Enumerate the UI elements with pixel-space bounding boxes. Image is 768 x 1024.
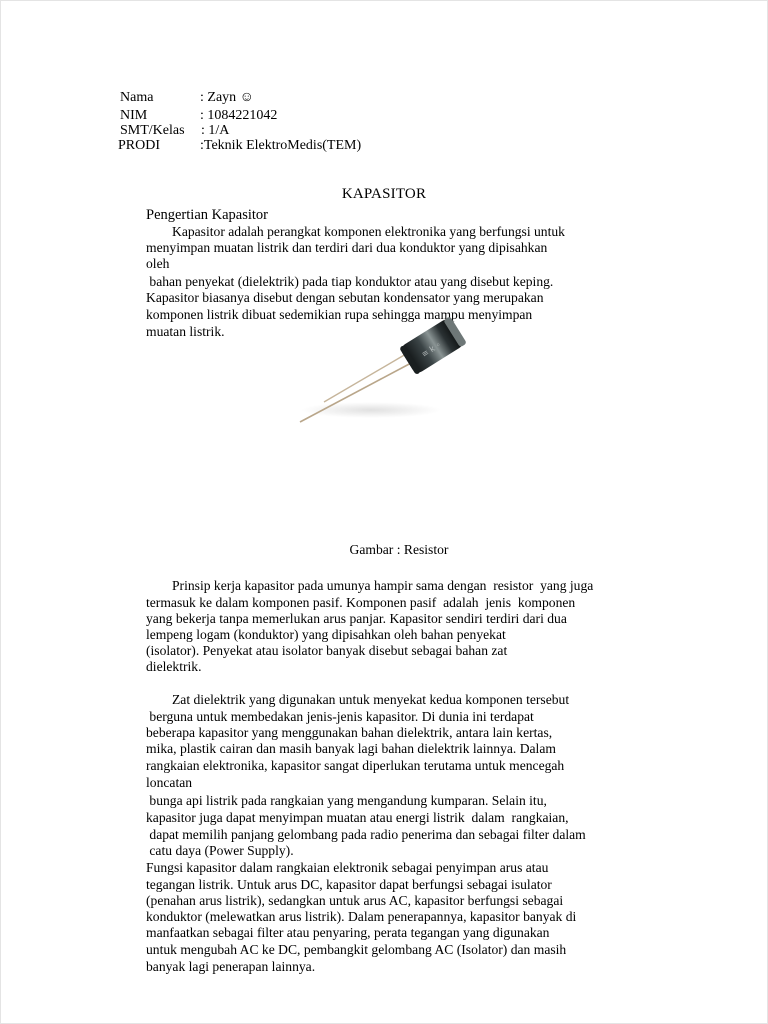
text-line: yang bekerja tanpa memerlukan arus panjar. Kapasitor sendiri terdiri dari dua — [146, 611, 567, 626]
text-line: kapasitor juga dapat menyimpan muatan atau energi listrik dalam rangkaian, — [146, 810, 569, 825]
text-line: tegangan listrik. Untuk arus DC, kapasitor dapat berfungsi sebagai isulator — [146, 877, 552, 892]
text-line: dapat memilih panjang gelombang pada radio penerima dan sebagai filter dalam — [146, 827, 586, 842]
text-line: menyimpan muatan listrik dan terdiri dari dua konduktor yang dipisahkan — [146, 240, 548, 255]
text-line: Fungsi kapasitor dalam rangkaian elektronik sebagai penyimpan arus atau — [146, 860, 549, 875]
text-line: banyak lagi penerapan lainnya. — [146, 959, 316, 974]
image-caption: Gambar : Resistor — [349, 542, 449, 557]
text-line: catu daya (Power Supply). — [146, 843, 294, 858]
text-line: rangkaian elektronika, kapasitor sangat diperlukan terutama untuk mencegah — [146, 758, 565, 773]
text-line: manfaatkan sebagai filter atau penyaring, perata tegangan yang digunakan — [146, 925, 550, 940]
capacitor-image — [296, 300, 466, 450]
document-title: KAPASITOR — [341, 186, 427, 202]
text-line: bunga api listrik pada rangkaian yang mengandung kumparan. Selain itu, — [146, 793, 547, 808]
section-subheading: Pengertian Kapasitor — [146, 207, 269, 223]
nama-label: Nama — [120, 90, 154, 105]
text-line: Kapasitor biasanya disebut dengan sebutan kondensator yang merupakan — [146, 290, 544, 305]
text-line: lempeng logam (konduktor) yang dipisahkan oleh bahan penyekat — [146, 627, 506, 642]
nama-value: : Zayn ☺ — [200, 90, 254, 105]
smt-value: : 1/A — [201, 123, 230, 138]
info-prodi — [118, 138, 362, 186]
text-line: berguna untuk membedakan jenis-jenis kapasitor. Di dunia ini terdapat — [146, 709, 534, 724]
text-line: mika, plastik cairan dan masih banyak lagi bahan dielektrik lainnya. Dalam — [146, 741, 556, 756]
text-line: Kapasitor adalah perangkat komponen elektronika yang berfungsi untuk — [172, 224, 565, 239]
prodi-value: :Teknik ElektroMedis(TEM) — [200, 138, 362, 153]
text-line: (isolator). Penyekat atau isolator banyak disebut sebagai bahan zat — [146, 643, 508, 658]
text-line: termasuk ke dalam komponen pasif. Komponen pasif adalah jenis komponen — [146, 595, 576, 610]
text-line: oleh — [146, 256, 170, 271]
text-line: untuk mengubah AC ke DC, pembangkit gelombang AC (Isolator) dan masih — [146, 942, 567, 957]
text-line: dielektrik. — [146, 659, 202, 674]
text-line: konduktor (melewatkan arus listrik). Dalam penerapannya, kapasitor banyak di — [146, 909, 577, 924]
text-line: muatan listrik. — [146, 324, 225, 339]
svg-text:≡ k ◦: ≡ k ◦ — [420, 340, 443, 359]
text-line: loncatan — [146, 775, 193, 790]
text-line: Zat dielektrik yang digunakan untuk menyekat kedua komponen tersebut — [172, 692, 570, 707]
prodi-label: PRODI — [118, 138, 161, 153]
nim-label: NIM — [120, 108, 148, 123]
text-line: Prinsip kerja kapasitor pada umunya hampir sama dengan resistor yang juga — [172, 578, 594, 593]
text-line: (penahan arus listrik), sedangkan untuk arus AC, kapasitor berfungsi sebagai — [146, 893, 564, 908]
text-line: beberapa kapasitor yang menggunakan bahan dielektrik, antara lain kertas, — [146, 725, 553, 740]
text-line: komponen listrik dibuat sedemikian rupa sehingga mampu menyimpan — [146, 307, 533, 322]
smt-label: SMT/Kelas — [120, 123, 185, 138]
nim-value: : 1084221042 — [200, 108, 278, 123]
text-line: bahan penyekat (dielektrik) pada tiap konduktor atau yang disebut keping. — [146, 274, 554, 289]
